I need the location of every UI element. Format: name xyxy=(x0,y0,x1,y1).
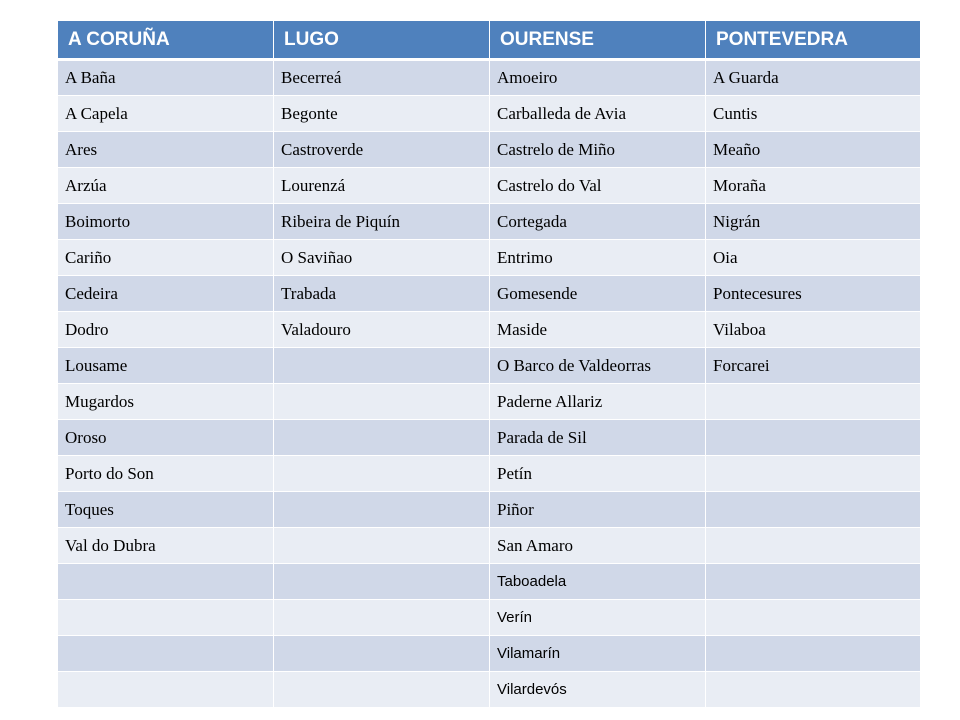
table-row xyxy=(58,384,921,420)
table-row xyxy=(58,132,921,168)
cell-a-coruna: Oroso xyxy=(58,420,274,456)
table-row xyxy=(58,276,921,312)
cell-lugo: O Saviñao xyxy=(274,240,490,276)
cell-lugo xyxy=(274,564,490,600)
cell-pontevedra xyxy=(706,528,921,564)
cell-pontevedra xyxy=(706,672,921,708)
cell-lugo: Becerreá xyxy=(274,60,490,96)
table-row xyxy=(58,528,921,564)
table-row xyxy=(58,672,921,708)
cell-lugo: Trabada xyxy=(274,276,490,312)
cell-pontevedra xyxy=(706,600,921,636)
table-row xyxy=(58,348,921,384)
cell-a-coruna: Mugardos xyxy=(58,384,274,420)
cell-lugo xyxy=(274,348,490,384)
table-row xyxy=(58,492,921,528)
cell-a-coruna: Porto do Son xyxy=(58,456,274,492)
header-lugo: LUGO xyxy=(274,21,490,60)
cell-ourense: Carballeda de Avia xyxy=(490,96,706,132)
cell-lugo xyxy=(274,636,490,672)
cell-ourense: Parada de Sil xyxy=(490,420,706,456)
cell-a-coruna: Ares xyxy=(58,132,274,168)
cell-ourense: Maside xyxy=(490,312,706,348)
header-ourense: OURENSE xyxy=(490,21,706,60)
cell-a-coruna: Cedeira xyxy=(58,276,274,312)
table-row xyxy=(58,564,921,600)
cell-lugo xyxy=(274,384,490,420)
cell-lugo: Ribeira de Piquín xyxy=(274,204,490,240)
cell-pontevedra: Cuntis xyxy=(706,96,921,132)
cell-lugo: Castroverde xyxy=(274,132,490,168)
cell-pontevedra: Pontecesures xyxy=(706,276,921,312)
cell-a-coruna: Lousame xyxy=(58,348,274,384)
cell-pontevedra xyxy=(706,636,921,672)
cell-a-coruna xyxy=(58,672,274,708)
cell-lugo xyxy=(274,528,490,564)
cell-a-coruna: Dodro xyxy=(58,312,274,348)
cell-lugo: Begonte xyxy=(274,96,490,132)
table-row xyxy=(58,204,921,240)
cell-a-coruna: A Baña xyxy=(58,60,274,96)
cell-a-coruna xyxy=(58,600,274,636)
cell-lugo xyxy=(274,420,490,456)
cell-pontevedra xyxy=(706,420,921,456)
cell-pontevedra: Meaño xyxy=(706,132,921,168)
table-row xyxy=(58,312,921,348)
cell-ourense: Vilamarín xyxy=(490,636,706,672)
table-row xyxy=(58,420,921,456)
cell-lugo: Lourenzá xyxy=(274,168,490,204)
table-body xyxy=(58,60,921,708)
cell-a-coruna: Val do Dubra xyxy=(58,528,274,564)
cell-ourense: Castrelo do Val xyxy=(490,168,706,204)
cell-ourense: Castrelo de Miño xyxy=(490,132,706,168)
table-row xyxy=(58,168,921,204)
cell-pontevedra: Forcarei xyxy=(706,348,921,384)
table-row xyxy=(58,240,921,276)
cell-ourense: Entrimo xyxy=(490,240,706,276)
header-pontevedra: PONTEVEDRA xyxy=(706,21,921,60)
table-row xyxy=(58,456,921,492)
cell-ourense: Paderne Allariz xyxy=(490,384,706,420)
cell-pontevedra: Moraña xyxy=(706,168,921,204)
table-row xyxy=(58,600,921,636)
cell-a-coruna xyxy=(58,564,274,600)
cell-pontevedra xyxy=(706,384,921,420)
cell-a-coruna: Arzúa xyxy=(58,168,274,204)
cell-pontevedra: Vilaboa xyxy=(706,312,921,348)
cell-pontevedra: Nigrán xyxy=(706,204,921,240)
table-row xyxy=(58,60,921,96)
header-a-coruna: A CORUÑA xyxy=(58,21,274,60)
cell-ourense: Verín xyxy=(490,600,706,636)
cell-pontevedra xyxy=(706,492,921,528)
cell-lugo xyxy=(274,492,490,528)
cell-ourense: San Amaro xyxy=(490,528,706,564)
cell-lugo xyxy=(274,672,490,708)
cell-pontevedra: A Guarda xyxy=(706,60,921,96)
table-header-row xyxy=(58,21,921,60)
cell-ourense: Petín xyxy=(490,456,706,492)
cell-ourense: Amoeiro xyxy=(490,60,706,96)
cell-pontevedra xyxy=(706,564,921,600)
cell-pontevedra: Oia xyxy=(706,240,921,276)
cell-a-coruna: A Capela xyxy=(58,96,274,132)
cell-pontevedra xyxy=(706,456,921,492)
cell-a-coruna: Toques xyxy=(58,492,274,528)
cell-ourense: Cortegada xyxy=(490,204,706,240)
cell-lugo xyxy=(274,456,490,492)
cell-lugo: Valadouro xyxy=(274,312,490,348)
cell-a-coruna: Cariño xyxy=(58,240,274,276)
cell-ourense: Vilardevós xyxy=(490,672,706,708)
municipalities-table xyxy=(57,20,921,708)
table-row xyxy=(58,96,921,132)
cell-ourense: O Barco de Valdeorras xyxy=(490,348,706,384)
cell-ourense: Piñor xyxy=(490,492,706,528)
cell-a-coruna: Boimorto xyxy=(58,204,274,240)
cell-lugo xyxy=(274,600,490,636)
cell-a-coruna xyxy=(58,636,274,672)
cell-ourense: Gomesende xyxy=(490,276,706,312)
cell-ourense: Taboadela xyxy=(490,564,706,600)
table-row xyxy=(58,636,921,672)
